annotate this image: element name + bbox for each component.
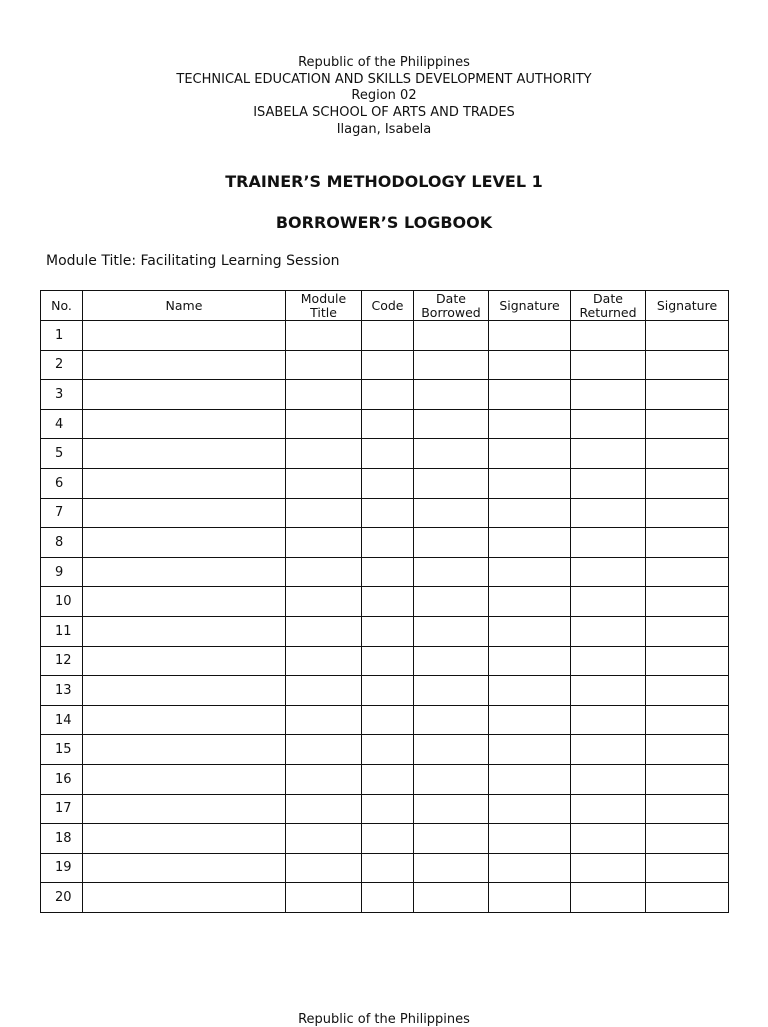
row-number: 16 <box>41 764 83 794</box>
blank-cell[interactable] <box>646 557 729 587</box>
blank-cell[interactable] <box>571 587 646 617</box>
blank-cell[interactable] <box>646 853 729 883</box>
blank-cell[interactable] <box>83 735 286 765</box>
table-row <box>41 764 729 794</box>
blank-cell[interactable] <box>646 705 729 735</box>
row-number: 9 <box>41 557 83 587</box>
blank-cell[interactable] <box>646 528 729 558</box>
header-line: Ilagan, Isabela <box>336 121 432 137</box>
row-number: 20 <box>41 883 83 913</box>
blank-cell[interactable] <box>489 705 571 735</box>
blank-cell[interactable] <box>83 587 286 617</box>
blank-cell[interactable] <box>83 824 286 854</box>
blank-cell[interactable] <box>362 587 414 617</box>
row-number: 6 <box>41 468 83 498</box>
blank-cell[interactable] <box>83 764 286 794</box>
blank-cell[interactable] <box>414 528 489 558</box>
blank-cell[interactable] <box>571 468 646 498</box>
blank-cell[interactable] <box>286 321 362 351</box>
blank-cell[interactable] <box>83 705 286 735</box>
row-number: 11 <box>41 616 83 646</box>
blank-cell[interactable] <box>83 439 286 469</box>
blank-cell[interactable] <box>571 646 646 676</box>
column-header: Module Title <box>286 291 362 321</box>
table-row <box>41 498 729 528</box>
blank-cell[interactable] <box>362 557 414 587</box>
blank-cell[interactable] <box>362 824 414 854</box>
table-row <box>41 350 729 380</box>
blank-cell[interactable] <box>646 350 729 380</box>
header-line: TECHNICAL EDUCATION AND SKILLS DEVELOPMENT AUTHORITY <box>176 71 592 87</box>
blank-cell[interactable] <box>571 794 646 824</box>
row-number: 13 <box>41 676 83 706</box>
blank-cell[interactable] <box>83 557 286 587</box>
blank-cell[interactable] <box>83 528 286 558</box>
table-row <box>41 468 729 498</box>
blank-cell[interactable] <box>571 528 646 558</box>
blank-cell[interactable] <box>571 350 646 380</box>
blank-cell[interactable] <box>646 824 729 854</box>
blank-cell[interactable] <box>571 616 646 646</box>
blank-cell[interactable] <box>83 794 286 824</box>
blank-cell[interactable] <box>414 616 489 646</box>
blank-cell[interactable] <box>286 616 362 646</box>
header-line: Region 02 <box>351 88 417 104</box>
blank-cell[interactable] <box>646 764 729 794</box>
column-header: Name <box>83 291 286 321</box>
header-line: Republic of the Philippines <box>298 55 470 70</box>
blank-cell[interactable] <box>489 883 571 913</box>
blank-cell[interactable] <box>489 735 571 765</box>
blank-cell[interactable] <box>362 321 414 351</box>
row-number: 7 <box>41 498 83 528</box>
column-header: Date Returned <box>571 291 646 321</box>
blank-cell[interactable] <box>286 676 362 706</box>
blank-cell[interactable] <box>646 646 729 676</box>
blank-cell[interactable] <box>362 528 414 558</box>
row-number: 15 <box>41 735 83 765</box>
blank-cell[interactable] <box>646 616 729 646</box>
blank-cell[interactable] <box>362 764 414 794</box>
blank-cell[interactable] <box>646 468 729 498</box>
blank-cell[interactable] <box>646 735 729 765</box>
blank-cell[interactable] <box>414 824 489 854</box>
row-number: 14 <box>41 705 83 735</box>
blank-cell[interactable] <box>286 409 362 439</box>
blank-cell[interactable] <box>286 824 362 854</box>
blank-cell[interactable] <box>489 468 571 498</box>
blank-cell[interactable] <box>489 824 571 854</box>
table-row <box>41 676 729 706</box>
blank-cell[interactable] <box>646 883 729 913</box>
table-row <box>41 380 729 410</box>
blank-cell[interactable] <box>414 735 489 765</box>
blank-cell[interactable] <box>414 676 489 706</box>
table-row <box>41 439 729 469</box>
row-number: 3 <box>41 380 83 410</box>
blank-cell[interactable] <box>646 409 729 439</box>
row-number: 10 <box>41 587 83 617</box>
blank-cell[interactable] <box>646 794 729 824</box>
table-row <box>41 735 729 765</box>
table-row <box>41 646 729 676</box>
blank-cell[interactable] <box>414 350 489 380</box>
blank-cell[interactable] <box>362 735 414 765</box>
blank-cell[interactable] <box>414 409 489 439</box>
blank-cell[interactable] <box>489 439 571 469</box>
row-number: 2 <box>41 350 83 380</box>
blank-cell[interactable] <box>571 883 646 913</box>
blank-cell[interactable] <box>286 468 362 498</box>
table-row <box>41 321 729 351</box>
blank-cell[interactable] <box>571 439 646 469</box>
table-row <box>41 587 729 617</box>
blank-cell[interactable] <box>571 676 646 706</box>
next-page-header: Republic of the Philippines <box>298 1012 470 1027</box>
blank-cell[interactable] <box>414 764 489 794</box>
row-number: 4 <box>41 409 83 439</box>
blank-cell[interactable] <box>362 853 414 883</box>
blank-cell[interactable] <box>83 498 286 528</box>
blank-cell[interactable] <box>489 794 571 824</box>
blank-cell[interactable] <box>414 439 489 469</box>
table-header-row <box>41 291 729 321</box>
blank-cell[interactable] <box>362 705 414 735</box>
blank-cell[interactable] <box>286 883 362 913</box>
column-header: Code <box>362 291 414 321</box>
row-number: 18 <box>41 824 83 854</box>
blank-cell[interactable] <box>362 380 414 410</box>
column-header: Signature <box>489 291 571 321</box>
blank-cell[interactable] <box>286 587 362 617</box>
blank-cell[interactable] <box>571 321 646 351</box>
blank-cell[interactable] <box>286 764 362 794</box>
blank-cell[interactable] <box>571 557 646 587</box>
blank-cell[interactable] <box>414 883 489 913</box>
blank-cell[interactable] <box>489 409 571 439</box>
blank-cell[interactable] <box>489 676 571 706</box>
blank-cell[interactable] <box>489 616 571 646</box>
table-row <box>41 883 729 913</box>
table-row <box>41 824 729 854</box>
blank-cell[interactable] <box>362 409 414 439</box>
blank-cell[interactable] <box>362 676 414 706</box>
blank-cell[interactable] <box>646 587 729 617</box>
blank-cell[interactable] <box>83 616 286 646</box>
blank-cell[interactable] <box>83 380 286 410</box>
table-row <box>41 794 729 824</box>
blank-cell[interactable] <box>286 705 362 735</box>
blank-cell[interactable] <box>286 735 362 765</box>
document-header <box>0 55 768 139</box>
blank-cell[interactable] <box>286 439 362 469</box>
table-row <box>41 557 729 587</box>
table-row <box>41 528 729 558</box>
blank-cell[interactable] <box>83 350 286 380</box>
blank-cell[interactable] <box>571 705 646 735</box>
blank-cell[interactable] <box>83 409 286 439</box>
blank-cell[interactable] <box>489 498 571 528</box>
blank-cell[interactable] <box>362 439 414 469</box>
blank-cell[interactable] <box>414 587 489 617</box>
blank-cell[interactable] <box>489 853 571 883</box>
blank-cell[interactable] <box>489 646 571 676</box>
row-number: 17 <box>41 794 83 824</box>
blank-cell[interactable] <box>362 646 414 676</box>
blank-cell[interactable] <box>646 321 729 351</box>
blank-cell[interactable] <box>362 468 414 498</box>
blank-cell[interactable] <box>362 883 414 913</box>
document-subtitle: BORROWER’S LOGBOOK <box>275 213 493 232</box>
table-row <box>41 853 729 883</box>
document-title: TRAINER’S METHODOLOGY LEVEL 1 <box>225 172 543 191</box>
blank-cell[interactable] <box>414 380 489 410</box>
blank-cell[interactable] <box>414 853 489 883</box>
blank-cell[interactable] <box>414 321 489 351</box>
blank-cell[interactable] <box>414 705 489 735</box>
blank-cell[interactable] <box>286 794 362 824</box>
blank-cell[interactable] <box>286 557 362 587</box>
blank-cell[interactable] <box>571 380 646 410</box>
column-header: Signature <box>646 291 729 321</box>
blank-cell[interactable] <box>489 321 571 351</box>
row-number: 8 <box>41 528 83 558</box>
row-number: 19 <box>41 853 83 883</box>
blank-cell[interactable] <box>83 853 286 883</box>
blank-cell[interactable] <box>83 676 286 706</box>
table-row <box>41 409 729 439</box>
column-header: No. <box>41 291 83 321</box>
blank-cell[interactable] <box>286 528 362 558</box>
blank-cell[interactable] <box>489 528 571 558</box>
blank-cell[interactable] <box>83 883 286 913</box>
header-line: ISABELA SCHOOL OF ARTS AND TRADES <box>253 105 515 121</box>
blank-cell[interactable] <box>571 764 646 794</box>
blank-cell[interactable] <box>414 794 489 824</box>
blank-cell[interactable] <box>646 676 729 706</box>
blank-cell[interactable] <box>646 380 729 410</box>
blank-cell[interactable] <box>489 587 571 617</box>
table-row <box>41 616 729 646</box>
column-header: Date Borrowed <box>414 291 489 321</box>
blank-cell[interactable] <box>83 468 286 498</box>
module-title: Module Title: Facilitating Learning Session <box>46 253 340 269</box>
blank-cell[interactable] <box>571 824 646 854</box>
blank-cell[interactable] <box>414 498 489 528</box>
row-number: 12 <box>41 646 83 676</box>
blank-cell[interactable] <box>489 557 571 587</box>
blank-cell[interactable] <box>646 439 729 469</box>
blank-cell[interactable] <box>414 557 489 587</box>
blank-cell[interactable] <box>83 321 286 351</box>
blank-cell[interactable] <box>489 764 571 794</box>
blank-cell[interactable] <box>286 498 362 528</box>
blank-cell[interactable] <box>362 794 414 824</box>
blank-cell[interactable] <box>646 498 729 528</box>
blank-cell[interactable] <box>286 646 362 676</box>
blank-cell[interactable] <box>414 468 489 498</box>
blank-cell[interactable] <box>286 853 362 883</box>
blank-cell[interactable] <box>489 350 571 380</box>
table-row <box>41 705 729 735</box>
blank-cell[interactable] <box>83 646 286 676</box>
row-number: 5 <box>41 439 83 469</box>
blank-cell[interactable] <box>286 350 362 380</box>
blank-cell[interactable] <box>362 616 414 646</box>
blank-cell[interactable] <box>571 735 646 765</box>
blank-cell[interactable] <box>571 853 646 883</box>
row-number: 1 <box>41 321 83 351</box>
blank-cell[interactable] <box>571 409 646 439</box>
blank-cell[interactable] <box>489 380 571 410</box>
blank-cell[interactable] <box>362 350 414 380</box>
blank-cell[interactable] <box>414 646 489 676</box>
blank-cell[interactable] <box>362 498 414 528</box>
blank-cell[interactable] <box>286 380 362 410</box>
logbook-table <box>40 290 729 913</box>
blank-cell[interactable] <box>571 498 646 528</box>
